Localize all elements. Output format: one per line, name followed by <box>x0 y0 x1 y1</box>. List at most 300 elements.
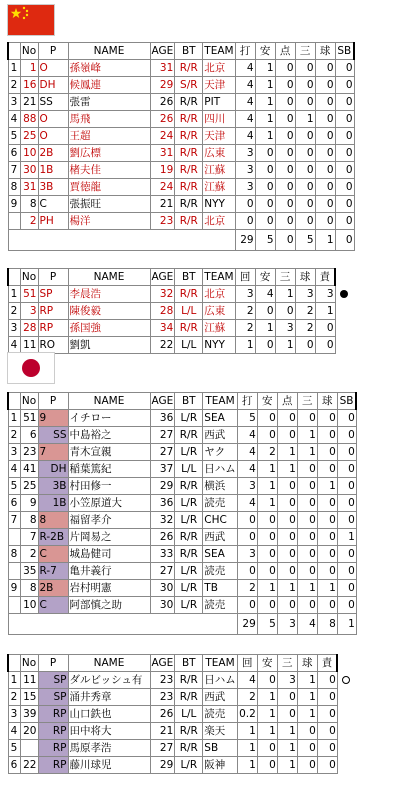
player-age: 26 <box>150 94 175 111</box>
player-age: 29 <box>150 757 175 774</box>
player-team: 江蘇 <box>203 162 235 179</box>
stat-cell: 0 <box>297 597 317 614</box>
stat-cell: 1 <box>257 706 277 723</box>
uniform-number: 11 <box>20 672 38 689</box>
header-10: 責 <box>315 269 335 286</box>
china-pitching-table <box>7 268 336 354</box>
stat-cell: 0 <box>337 478 356 495</box>
bats-throws: L/L <box>175 461 203 478</box>
batting-order: 4 <box>8 461 20 478</box>
stat-cell: 0 <box>257 740 277 757</box>
stat-cell: 4 <box>237 461 257 478</box>
batting-order: 2 <box>8 427 20 444</box>
header-10: 責 <box>317 655 337 672</box>
bats-throws: L/R <box>175 410 203 427</box>
uniform-number: 8 <box>20 580 38 597</box>
stat-cell: 1 <box>275 286 295 303</box>
stat-cell: 2 <box>295 320 315 337</box>
player-team: 天津 <box>203 77 235 94</box>
stat-cell: 0 <box>335 145 354 162</box>
stat-cell: 0 <box>317 410 337 427</box>
header-5: TEAM <box>203 269 235 286</box>
stat-cell: 1 <box>257 689 277 706</box>
stat-cell: 0 <box>297 740 317 757</box>
header-row <box>8 269 335 286</box>
header-4: BT <box>175 43 203 60</box>
stat-cell: 0 <box>315 196 335 213</box>
stat-cell: 4 <box>237 495 257 512</box>
table-row <box>8 740 337 757</box>
stat-cell: 0 <box>277 512 297 529</box>
position: RO <box>38 337 68 354</box>
player-team: 読売 <box>203 563 238 580</box>
position: RP <box>38 303 68 320</box>
stat-cell: 0 <box>275 60 295 77</box>
player-team: TB <box>203 580 238 597</box>
player-age: 33 <box>150 546 175 563</box>
stat-cell: 0 <box>295 94 315 111</box>
player-team: 江蘇 <box>203 179 235 196</box>
header-8: 三 <box>277 655 297 672</box>
stat-cell: 1 <box>337 529 356 546</box>
player-age: 26 <box>150 706 175 723</box>
uniform-number: 39 <box>20 706 38 723</box>
player-age: 26 <box>150 111 175 128</box>
table-row <box>8 706 337 723</box>
batting-order: 4 <box>8 723 20 740</box>
player-age: 31 <box>150 60 175 77</box>
stat-cell: 0 <box>237 529 257 546</box>
stat-cell: 0 <box>297 563 317 580</box>
header-6: 回 <box>237 655 257 672</box>
total-cell: 5 <box>255 230 275 251</box>
table-row <box>8 128 354 145</box>
player-age: 23 <box>150 689 175 706</box>
player-name: 劉広標 <box>68 145 150 162</box>
player-team: 広東 <box>203 303 235 320</box>
table-row <box>8 77 354 94</box>
player-team: 日ハム <box>203 672 238 689</box>
stat-cell: 0 <box>337 546 356 563</box>
player-name: ダルビッシュ有 <box>68 672 150 689</box>
uniform-number: 25 <box>20 128 38 145</box>
uniform-number: 25 <box>20 478 38 495</box>
player-age: 28 <box>150 303 175 320</box>
header-order-cell <box>8 655 20 672</box>
uniform-number: 51 <box>20 410 38 427</box>
player-age: 29 <box>150 77 175 94</box>
player-age: 36 <box>150 410 175 427</box>
stat-cell: 0 <box>315 60 335 77</box>
player-name: 亀井義行 <box>68 563 150 580</box>
stat-cell: 1 <box>275 337 295 354</box>
stat-cell: 0 <box>295 60 315 77</box>
bats-throws: R/R <box>175 60 203 77</box>
table-row <box>8 689 337 706</box>
stat-cell: 3 <box>275 320 295 337</box>
player-team: 阪神 <box>203 757 238 774</box>
stat-cell: 1 <box>277 723 297 740</box>
stat-cell: 0 <box>337 580 356 597</box>
player-name: 村田修一 <box>68 478 150 495</box>
stat-cell: 0 <box>317 427 337 444</box>
bats-throws: R/R <box>175 111 203 128</box>
position: RP <box>38 723 68 740</box>
player-team: 北京 <box>203 213 235 230</box>
stat-cell: 0 <box>317 546 337 563</box>
player-name: 陳俊毅 <box>68 303 150 320</box>
bats-throws: S/R <box>175 77 203 94</box>
total-cell: 3 <box>277 614 297 635</box>
player-name: 候鳳連 <box>68 77 150 94</box>
position: DH <box>38 77 68 94</box>
uniform-number: 11 <box>20 337 38 354</box>
player-name: 福留孝介 <box>68 512 150 529</box>
batting-order: 3 <box>8 320 20 337</box>
position: O <box>38 111 68 128</box>
stat-cell: 1 <box>237 757 257 774</box>
position: RP <box>38 740 68 757</box>
uniform-number <box>20 740 38 757</box>
stat-cell: 0 <box>337 427 356 444</box>
stat-cell: 1 <box>297 706 317 723</box>
uniform-number: 8 <box>20 512 38 529</box>
stat-cell: 0 <box>337 563 356 580</box>
stat-cell: 1 <box>257 478 277 495</box>
stat-cell: 0 <box>277 427 297 444</box>
stat-cell: 2 <box>235 303 255 320</box>
player-age: 30 <box>150 580 175 597</box>
bats-throws: L/L <box>175 303 203 320</box>
stat-cell: 3 <box>315 286 335 303</box>
stat-cell: 0 <box>335 162 354 179</box>
header-9: 三 <box>295 43 315 60</box>
player-name: 孫嶺峰 <box>68 60 150 77</box>
stat-cell: 0 <box>275 162 295 179</box>
player-name: 藤川球児 <box>68 757 150 774</box>
player-team: 北京 <box>203 286 235 303</box>
uniform-number: 51 <box>20 286 38 303</box>
bats-throws: R/R <box>175 286 203 303</box>
table-row <box>8 320 335 337</box>
batting-order: 1 <box>8 60 20 77</box>
position: 8 <box>38 512 68 529</box>
batting-order <box>8 597 20 614</box>
table-row <box>8 410 356 427</box>
player-team: SEA <box>203 410 238 427</box>
position: SP <box>38 689 68 706</box>
stat-cell: 1 <box>295 111 315 128</box>
stat-cell: 0 <box>315 162 335 179</box>
player-team: 楽天 <box>203 723 238 740</box>
table-row <box>8 162 354 179</box>
stat-cell: 1 <box>237 723 257 740</box>
stat-cell: 0 <box>317 597 337 614</box>
stat-cell: 3 <box>235 145 255 162</box>
stat-cell: 0 <box>255 145 275 162</box>
header-11: SB <box>337 393 356 410</box>
stat-cell: 4 <box>237 672 257 689</box>
stat-cell: 1 <box>255 111 275 128</box>
uniform-number: 20 <box>20 723 38 740</box>
stat-cell: 0 <box>317 740 337 757</box>
stat-cell: 0 <box>337 512 356 529</box>
header-1: P <box>38 43 68 60</box>
position: 7 <box>38 444 68 461</box>
stat-cell: 0 <box>257 757 277 774</box>
bats-throws: L/R <box>175 563 203 580</box>
stat-cell: 1 <box>315 303 335 320</box>
bats-throws: L/R <box>175 444 203 461</box>
stat-cell: 0 <box>277 689 297 706</box>
stat-cell: 1 <box>257 495 277 512</box>
player-age: 29 <box>150 478 175 495</box>
batting-order: 1 <box>8 672 20 689</box>
stat-cell: 1 <box>257 580 277 597</box>
bats-throws: R/R <box>175 740 203 757</box>
total-cell: 1 <box>337 614 356 635</box>
player-age: 27 <box>150 427 175 444</box>
header-5: TEAM <box>203 393 238 410</box>
table-row <box>8 495 356 512</box>
uniform-number: 88 <box>20 111 38 128</box>
stat-cell: 2 <box>235 320 255 337</box>
player-age: 37 <box>150 461 175 478</box>
stat-cell: 0 <box>317 529 337 546</box>
player-team: SEA <box>203 546 238 563</box>
player-team: 北京 <box>203 60 235 77</box>
stat-cell: 3 <box>237 546 257 563</box>
position: 1B <box>38 495 68 512</box>
stat-cell: 0 <box>275 111 295 128</box>
stat-cell: 0 <box>315 145 335 162</box>
total-cell: 0 <box>335 230 354 251</box>
stat-cell: 0 <box>277 495 297 512</box>
position: C <box>38 597 68 614</box>
stat-cell: 4 <box>235 77 255 94</box>
stat-cell: 0 <box>315 179 335 196</box>
position: RP <box>38 320 68 337</box>
player-name: 城島健司 <box>68 546 150 563</box>
table-row <box>8 179 354 196</box>
header-0: No <box>20 269 38 286</box>
bats-throws: L/L <box>175 337 203 354</box>
stat-cell: 0 <box>297 512 317 529</box>
stat-cell: 1 <box>237 740 257 757</box>
stat-cell: 0 <box>315 111 335 128</box>
uniform-number: 1 <box>20 60 38 77</box>
header-7: 安 <box>257 393 277 410</box>
position: O <box>38 128 68 145</box>
stat-cell: 1 <box>235 337 255 354</box>
stat-cell: 0 <box>295 179 315 196</box>
stat-cell: 1 <box>255 320 275 337</box>
header-11: SB <box>335 43 354 60</box>
player-name: 稲葉篤紀 <box>68 461 150 478</box>
player-name: 馬飛 <box>68 111 150 128</box>
player-age: 21 <box>150 196 175 213</box>
header-2: NAME <box>68 269 150 286</box>
stat-cell: 0 <box>255 196 275 213</box>
bats-throws: R/R <box>175 427 203 444</box>
player-team: 四川 <box>203 111 235 128</box>
uniform-number: 22 <box>20 757 38 774</box>
stat-cell: 0 <box>337 444 356 461</box>
player-name: 馬原孝浩 <box>68 740 150 757</box>
stat-cell: 0 <box>317 672 337 689</box>
stat-cell: 0 <box>295 196 315 213</box>
total-cell: 1 <box>315 230 335 251</box>
header-4: BT <box>175 655 203 672</box>
header-7: 安 <box>255 269 275 286</box>
stat-cell: 0 <box>255 162 275 179</box>
bats-throws: L/R <box>175 757 203 774</box>
player-team: 天津 <box>203 128 235 145</box>
position: R-2B <box>38 529 68 546</box>
batting-order <box>8 529 20 546</box>
position: DH <box>38 461 68 478</box>
position: C <box>38 196 68 213</box>
uniform-number: 9 <box>20 495 38 512</box>
player-age: 32 <box>150 286 175 303</box>
uniform-number: 30 <box>20 162 38 179</box>
bats-throws: R/R <box>175 672 203 689</box>
header-2: NAME <box>68 393 150 410</box>
batting-order: 5 <box>8 740 20 757</box>
player-age: 23 <box>150 213 175 230</box>
batting-order: 4 <box>8 111 20 128</box>
table-row <box>8 478 356 495</box>
stat-cell: 0 <box>257 512 277 529</box>
header-1: P <box>38 393 68 410</box>
stat-cell: 0 <box>255 179 275 196</box>
bats-throws: R/R <box>175 320 203 337</box>
stat-cell: 0 <box>317 444 337 461</box>
stat-cell: 3 <box>295 286 315 303</box>
position: 2B <box>38 145 68 162</box>
header-8: 点 <box>275 43 295 60</box>
stat-cell: 0 <box>295 337 315 354</box>
header-6: 打 <box>237 393 257 410</box>
stat-cell: 0 <box>255 213 275 230</box>
stat-cell: 0 <box>275 303 295 320</box>
stat-cell: 0 <box>317 706 337 723</box>
japan-batting-table <box>7 392 357 635</box>
batting-order: 3 <box>8 706 20 723</box>
bats-throws: R/R <box>175 546 203 563</box>
position: O <box>38 60 68 77</box>
stat-cell: 0 <box>275 196 295 213</box>
header-4: BT <box>175 269 203 286</box>
bats-throws: R/R <box>175 162 203 179</box>
player-team: 読売 <box>203 597 238 614</box>
total-cell: 29 <box>237 614 257 635</box>
player-age: 36 <box>150 495 175 512</box>
player-name: 阿部慎之助 <box>68 597 150 614</box>
stat-cell: 4 <box>255 286 275 303</box>
player-name: 片岡易之 <box>68 529 150 546</box>
header-8: 点 <box>277 393 297 410</box>
stat-cell: 2 <box>237 689 257 706</box>
uniform-number: 6 <box>20 427 38 444</box>
total-cell: 5 <box>257 614 277 635</box>
batting-order <box>8 213 20 230</box>
stat-cell: 0 <box>237 563 257 580</box>
stat-cell: 0 <box>277 410 297 427</box>
batting-order <box>8 563 20 580</box>
player-age: 34 <box>150 320 175 337</box>
player-name: 楊洋 <box>68 213 150 230</box>
stat-cell: 0 <box>317 512 337 529</box>
japan-flag-icon <box>7 352 55 384</box>
position: 9 <box>38 410 68 427</box>
stat-cell: 0 <box>277 563 297 580</box>
player-name: 岩村明憲 <box>68 580 150 597</box>
player-team: NYY <box>203 196 235 213</box>
stat-cell: 0 <box>237 597 257 614</box>
stat-cell: 0 <box>295 128 315 145</box>
stat-cell: 1 <box>297 444 317 461</box>
stat-cell: 0 <box>275 128 295 145</box>
player-age: 23 <box>150 672 175 689</box>
stat-cell: 0 <box>315 213 335 230</box>
position: 1B <box>38 162 68 179</box>
table-row <box>8 580 356 597</box>
total-cell: 8 <box>317 614 337 635</box>
totals-row <box>8 230 354 251</box>
table-row <box>8 444 356 461</box>
stat-cell: 0 <box>317 495 337 512</box>
stat-cell: 0 <box>315 128 335 145</box>
player-team: 西武 <box>203 427 238 444</box>
header-0: No <box>20 43 38 60</box>
stat-cell: 0 <box>257 672 277 689</box>
header-5: TEAM <box>203 43 235 60</box>
batting-order: 6 <box>8 495 20 512</box>
uniform-number: 16 <box>20 77 38 94</box>
table-row <box>8 427 356 444</box>
stat-cell: 4 <box>235 94 255 111</box>
player-name: 涌井秀章 <box>68 689 150 706</box>
table-row <box>8 213 354 230</box>
batting-order: 1 <box>8 410 20 427</box>
position: SS <box>38 427 68 444</box>
batting-order: 5 <box>8 128 20 145</box>
stat-cell: 0 <box>297 529 317 546</box>
player-age: 27 <box>150 444 175 461</box>
header-4: BT <box>175 393 203 410</box>
stat-cell: 0 <box>275 145 295 162</box>
batting-order: 2 <box>8 303 20 320</box>
stat-cell: 0 <box>277 546 297 563</box>
header-8: 三 <box>275 269 295 286</box>
position: C <box>38 546 68 563</box>
header-9: 球 <box>295 269 315 286</box>
stat-cell: 0 <box>257 563 277 580</box>
table-row <box>8 512 356 529</box>
header-1: P <box>38 269 68 286</box>
stat-cell: 1 <box>257 723 277 740</box>
header-5: TEAM <box>203 655 238 672</box>
table-row <box>8 303 335 320</box>
batting-order: 3 <box>8 94 20 111</box>
header-order-cell <box>8 43 20 60</box>
uniform-number: 2 <box>20 546 38 563</box>
table-row <box>8 672 337 689</box>
batting-order: 2 <box>8 77 20 94</box>
uniform-number: 28 <box>20 320 38 337</box>
stat-cell: 0 <box>295 145 315 162</box>
